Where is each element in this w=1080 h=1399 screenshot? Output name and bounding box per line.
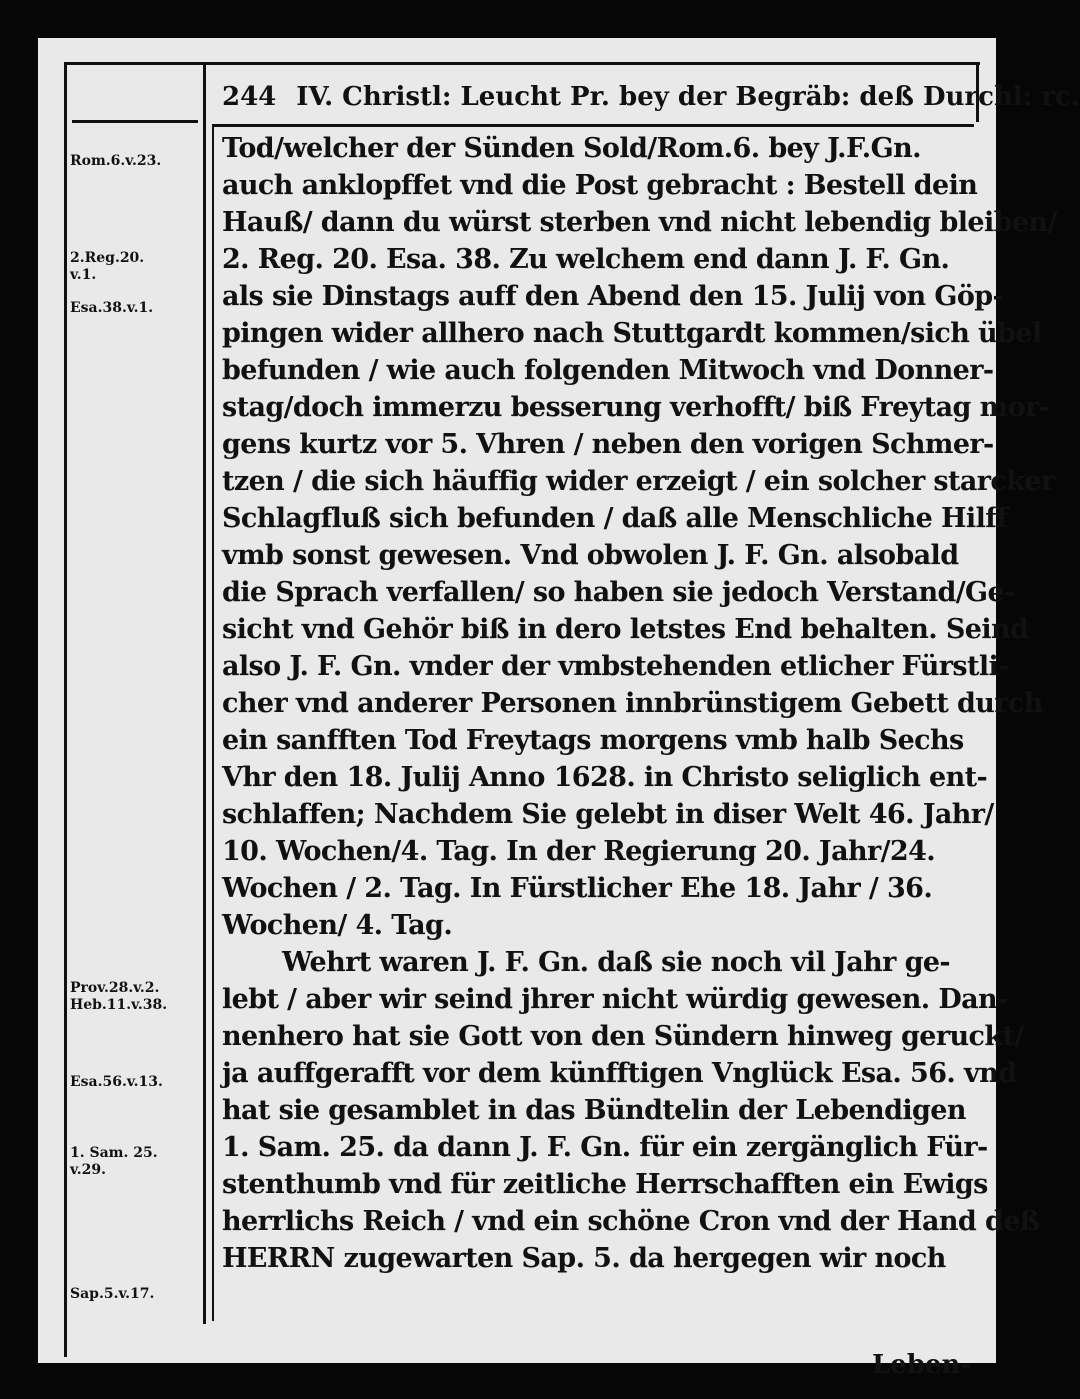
text-line: schlaffen; Nachdem Sie gelebt in diser Welt 46. Jahr/ <box>222 799 994 830</box>
text-line: Tod/welcher der Sünden Sold/Rom.6. bey J.F.Gn. <box>222 133 921 164</box>
text-line: Hauß/ dann du würst sterben vnd nicht lebendig bleiben/ <box>222 207 1057 238</box>
text-line: auch anklopffet vnd die Post gebracht : Bestell dein <box>222 170 978 201</box>
text-line: herrlichs Reich / vnd ein schöne Cron vnd der Hand deß <box>222 1206 1040 1237</box>
text-line: Vhr den 18. Julij Anno 1628. in Christo seliglich ent- <box>222 762 988 793</box>
page-number: 244 <box>222 82 277 112</box>
text-line: pingen wider allhero nach Stuttgardt kommen/sich übel <box>222 318 1042 349</box>
text-line: vmb sonst gewesen. Vnd obwolen J. F. Gn. alsobald <box>222 540 959 571</box>
text-line: stenthumb vnd für zeitliche Herrschafften ein Ewigs <box>222 1169 988 1200</box>
text-line: nenhero hat sie Gott von den Sündern hinweg geruckt/ <box>222 1021 1024 1052</box>
text-line: ja auffgerafft vor dem künfftigen Vnglück Esa. 56. vnd <box>222 1058 1017 1089</box>
catchword: Leben- <box>872 1350 972 1380</box>
text-line: HERRN zugewarten Sap. 5. da hergegen wir noch <box>222 1243 946 1274</box>
text-line: Schlagfluß sich befunden / daß alle Menschliche Hilff <box>222 503 1008 534</box>
margin-note-esa38: Esa.38.v.1. <box>70 300 154 316</box>
margin-note-esa56: Esa.56.v.13. <box>70 1074 163 1090</box>
text-line: befunden / wie auch folgenden Mitwoch vnd Donner- <box>222 355 994 386</box>
text-line: also J. F. Gn. vnder der vmbstehenden etlicher Fürstli- <box>222 651 1009 682</box>
text-line: sicht vnd Gehör biß in dero letstes End behalten. Seind <box>222 614 1029 645</box>
running-header <box>222 82 1080 122</box>
text-line: Wochen/ 4. Tag. <box>222 910 453 941</box>
margin-note-sap: Sap.5.v.17. <box>70 1286 155 1302</box>
text-line: 10. Wochen/4. Tag. In der Regierung 20. Jahr/24. <box>222 836 936 867</box>
text-line: 2. Reg. 20. Esa. 38. Zu welchem end dann J. F. Gn. <box>222 244 950 275</box>
body-left-bar <box>212 126 214 1321</box>
margin-note-sam: 1. Sam. 25. v.29. <box>70 1145 158 1178</box>
margin-header-rule <box>72 120 198 123</box>
margin-note-rom: Rom.6.v.23. <box>70 153 162 169</box>
text-line: lebt / aber wir seind jhrer nicht würdig gewesen. Dan- <box>222 984 1008 1015</box>
margin-note-prov-heb: Prov.28.v.2. Heb.11.v.38. <box>70 980 168 1013</box>
text-line: als sie Dinstags auff den Abend den 15. Julij von Göp- <box>222 281 1004 312</box>
top-border-rule <box>64 62 980 65</box>
text-line: tzen / die sich häuffig wider erzeigt / ein solcher starcker <box>222 466 1055 497</box>
text-line: gens kurtz vor 5. Vhren / neben den vorigen Schmer- <box>222 429 994 460</box>
text-line: Wehrt waren J. F. Gn. daß sie noch vil Jahr ge- <box>282 947 951 978</box>
left-border-rule <box>64 62 67 1357</box>
text-line: Wochen / 2. Tag. In Fürstlicher Ehe 18. Jahr / 36. <box>222 873 933 904</box>
header-underline-rule <box>212 124 974 127</box>
text-line: cher vnd anderer Personen innbrünstigem Gebett durch <box>222 688 1043 719</box>
text-line: ein sanfften Tod Freytags morgens vmb halb Sechs <box>222 725 964 756</box>
running-title: IV. Christl: Leucht Pr. bey der Begräb: deß Durchl: rc. <box>296 82 1080 112</box>
margin-note-reg: 2.Reg.20. v.1. <box>70 250 145 283</box>
text-line: hat sie gesamblet in das Bündtelin der Lebendigen <box>222 1095 966 1126</box>
text-line: die Sprach verfallen/ so haben sie jedoch Verstand/Ge- <box>222 577 1015 608</box>
text-line: stag/doch immerzu besserung verhofft/ biß Freytag mor- <box>222 392 1050 423</box>
text-line: 1. Sam. 25. da dann J. F. Gn. für ein zergänglich Für- <box>222 1132 988 1163</box>
